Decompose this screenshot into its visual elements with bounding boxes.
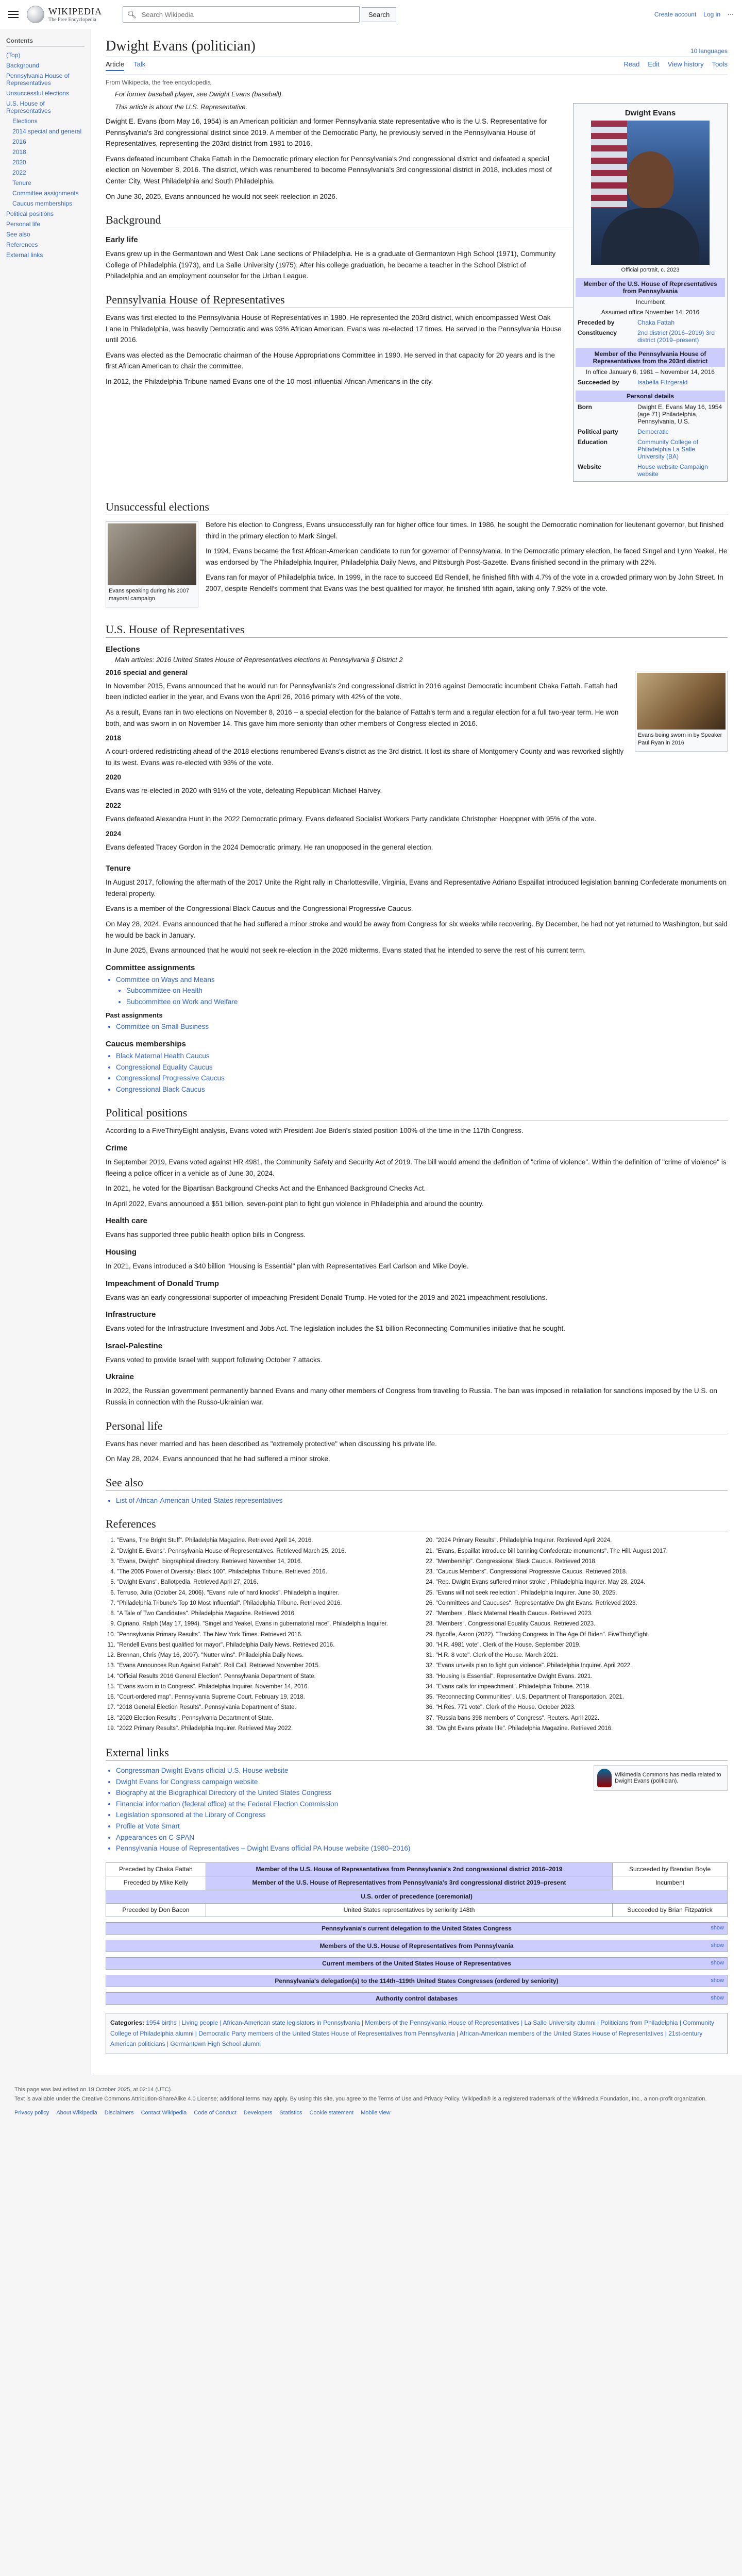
navbox [106, 1940, 728, 1952]
reference-item[interactable]: 24. "Rep. Dwight Evans suffered minor stroke". Philadelphia Inquirer. May 28, 2024. [436, 1578, 728, 1587]
personal-paragraph-1: Evans has never married and has been described as "extremely protective" when discussing his private life. [106, 1439, 437, 1448]
committee-item[interactable]: • Subcommittee on Health [126, 985, 728, 996]
footer-link[interactable]: Cookie statement [309, 2109, 354, 2116]
footer-link[interactable]: Disclaimers [104, 2109, 134, 2116]
caucus-item[interactable]: • Congressional Black Caucus [116, 1084, 728, 1095]
caucus-list [116, 1050, 728, 1095]
toc-item[interactable]: Political positions [6, 210, 54, 217]
infobox-office-1: Member of the U.S. House of Representatives from Pennsylvania [576, 278, 725, 297]
caucus-item[interactable]: • Congressional Progressive Caucus [116, 1073, 728, 1084]
committee-list [116, 974, 728, 1008]
constituency-label: Constituency [578, 329, 617, 336]
reference-item[interactable]: 18. "2020 Election Results". Pennsylvania Department of State. [117, 1714, 409, 1723]
section-ukraine: Ukraine [106, 1372, 134, 1382]
toc-item[interactable]: 2016 [12, 138, 26, 145]
unsuccessful-paragraph-2: In 1994, Evans became the first African-American candidate to run for governor of Pennsylvania. In the Democratic primary election, he faced Singel and Lynn Yeakel. He was endorsed by The Philadelphia Inquirer, Philadelphia Daily News, and Pittsburgh Post-Gazette. Evans finished second in the primary with 22%. [206, 547, 728, 566]
category-links [106, 2013, 728, 2054]
hatnote-2: This article is about the U.S. Representative. [115, 103, 248, 111]
swearing-in-photo[interactable] [635, 671, 728, 752]
reference-item[interactable]: 26. "Committees and Caucuses". Representative Dwight Evans. Retrieved 2023. [436, 1599, 728, 1608]
section-early-life: Early life [106, 235, 138, 245]
reference-item[interactable]: 33. "Housing is Essential". Representative Dwight Evans. 2021. [436, 1672, 728, 1681]
tab-article[interactable]: Article [106, 60, 124, 71]
website-value[interactable]: House website Campaign website [637, 463, 708, 478]
section-infrastructure: Infrastructure [106, 1310, 156, 1319]
create-account-link[interactable]: Create account [654, 11, 697, 18]
toc-item[interactable]: See also [6, 231, 30, 238]
external-link[interactable]: • Profile at Vote Smart [116, 1821, 728, 1832]
reference-item[interactable]: 35. "Reconnecting Communities". U.S. Department of Transportation. 2021. [436, 1693, 728, 1702]
navbox-title[interactable] [106, 1993, 727, 2004]
navbox-toggle[interactable]: show [711, 1995, 724, 2002]
pa-house-paragraph-1: Evans was first elected to the Pennsylvania House of Representatives in 1980. He represented the 203rd district, which encompassed West Oak Lane in Philadelphia, was heavily Democratic and was 93% African American. Evans was re-elected 17 times. He served in the Pennsylvania House until 2016. [106, 313, 562, 344]
toc-item[interactable]: Personal life [6, 221, 41, 228]
tenure-paragraph-4: In June 2025, Evans announced that he would not seek re-election in the 2026 midterms. Evans stated that he intended to serve the rest of his current term. [106, 946, 586, 955]
section-background: Background [106, 213, 728, 228]
section-health: Health care [106, 1216, 147, 1226]
campaign-photo-caption: Evans speaking during his 2007 mayoral campaign [109, 588, 189, 602]
reference-item[interactable]: 2. "Dwight E. Evans". Pennsylvania House of Representatives. Retrieved March 25, 2016. [117, 1547, 409, 1556]
tenure-paragraph-2: Evans is a member of the Congressional Black Caucus and the Congressional Progressive Caucus. [106, 905, 413, 913]
succession-office-2[interactable]: Member of the U.S. House of Representatives from Pennsylvania's 3rd congressional district 2019–present [206, 1876, 612, 1890]
reference-item[interactable]: 14. "Official Results 2016 General Election". Pennsylvania Department of State. [117, 1672, 409, 1681]
campaign-image [108, 523, 196, 585]
navbox-title-text: Current members of the United States House of Representatives [322, 1960, 511, 1968]
personal-details-band: Personal details [576, 391, 725, 402]
external-link[interactable]: • Pennsylvania House of Representatives – Dwight Evans official PA House website (1980–2016) [116, 1843, 728, 1854]
navbox-title-text: Authority control databases [375, 1995, 458, 2003]
section-2018: 2018 [106, 734, 122, 742]
navbox-title-text: Members of the U.S. House of Representatives from Pennsylvania [319, 1942, 514, 1950]
reference-item[interactable]: 27. "Members". Black Maternal Health Caucus. Retrieved 2023. [436, 1609, 728, 1618]
external-link[interactable]: • Appearances on C-SPAN [116, 1832, 728, 1843]
housing-paragraph: In 2021, Evans introduced a $40 billion "Housing is Essential" plan with Representatives Earl Carlson and Mike Doyle. [106, 1262, 469, 1270]
reference-item[interactable]: 34. "Evans calls for impeachment". Philadelphia Tribune. 2019. [436, 1683, 728, 1691]
commons-icon [597, 1769, 612, 1787]
impeachment-paragraph: Evans was an early congressional supporter of impeaching President Donald Trump. He voted for the 2019 and 2021 impeachment resolutions. [106, 1293, 547, 1301]
search-button[interactable]: Search [362, 7, 396, 22]
reference-item[interactable]: 15. "Evans sworn in to Congress". Philadelphia Inquirer. November 14, 2016. [117, 1683, 409, 1691]
logo-subtitle: The Free Encyclopedia [48, 17, 96, 23]
succession-preceded-2[interactable]: Preceded by Mike Kelly [106, 1876, 206, 1890]
section-unsuccessful-elections: Unsuccessful elections [106, 500, 728, 515]
section-political-positions: Political positions [106, 1106, 728, 1121]
see-also-item[interactable]: • List of African-American United States representatives [116, 1495, 728, 1506]
footer-link[interactable]: Code of Conduct [194, 2109, 237, 2116]
section-pa-house: Pennsylvania House of Representatives [106, 293, 728, 308]
committee-item[interactable]: • Committee on Ways and Means [116, 974, 728, 986]
toc-item[interactable]: (Top) [6, 52, 21, 59]
commons-box [594, 1765, 728, 1791]
external-link[interactable]: • Dwight Evans for Congress campaign website [116, 1776, 728, 1788]
precedence-band: U.S. order of precedence (ceremonial) [106, 1890, 728, 1903]
past-assignments-label: Past assignments [106, 1011, 163, 1020]
toc-item[interactable]: U.S. House of Representatives [6, 100, 51, 114]
commons-text[interactable]: Wikimedia Commons has media related to Dwight Evans (politician). [615, 1772, 721, 1785]
footer-link[interactable]: About Wikipedia [56, 2109, 97, 2116]
toc-item[interactable]: 2018 [12, 148, 26, 156]
page-tabs [106, 60, 728, 75]
reference-item[interactable]: 31. "H.R. 8 vote". Clerk of the House. March 2021. [436, 1651, 728, 1660]
toc-item[interactable]: External links [6, 251, 43, 259]
e2024-paragraph: Evans defeated Tracey Gordon in the 2024 Democratic primary. He ran unopposed in the general election. [106, 843, 433, 851]
login-link[interactable]: Log in [703, 11, 720, 18]
external-link[interactable]: • Biography at the Biographical Directory of the United States Congress [116, 1787, 728, 1799]
last-edited: This page was last edited on 19 October 2025, at 02:14 (UTC). [14, 2086, 173, 2093]
toc-item[interactable]: Unsuccessful elections [6, 90, 70, 97]
reference-item[interactable]: 38. "Dwight Evans private life". Philadelphia Magazine. Retrieved 2016. [436, 1724, 728, 1733]
section-elections: Elections [106, 645, 140, 654]
ukraine-paragraph: In 2022, the Russian government permanently banned Evans and many other members of Congress from traveling to Russia. The ban was imposed in retaliation for sanctions imposed by the U.S. on Russia in connection with the Russo-Ukrainian war. [106, 1387, 717, 1406]
past-committee-item[interactable]: • Committee on Small Business [116, 1021, 728, 1032]
search-input[interactable] [141, 10, 355, 19]
section-caucuses: Caucus memberships [106, 1040, 186, 1049]
crime-paragraph-1: In September 2019, Evans voted against HR 4981, the Community Safety and Security Act of 2019. The bill would amend the definition of "crime of violence". Within the definition of "crime of violence" is fleeing a police officer in a vehicle as of June 30, 2024. [106, 1158, 727, 1177]
section-us-house: U.S. House of Representatives [106, 623, 728, 638]
section-personal-life: Personal life [106, 1419, 728, 1434]
reference-item[interactable]: 22. "Membership". Congressional Black Caucus. Retrieved 2018. [436, 1557, 728, 1566]
swearing-in-caption: Evans being sworn in by Speaker Paul Ryan in 2016 [638, 732, 722, 747]
office-1-since: Assumed office November 14, 2016 [601, 309, 700, 316]
reference-item[interactable]: 28. "Members". Congressional Equality Caucus. Retrieved 2023. [436, 1620, 728, 1629]
tab-view-history[interactable]: View history [667, 60, 704, 68]
external-link[interactable]: • Legislation sponsored at the Library of Congress [116, 1809, 728, 1821]
navbox [106, 1975, 728, 1987]
born-label: Born [578, 403, 592, 411]
succession-incumbent: Incumbent [613, 1876, 728, 1890]
navbox-toggle[interactable]: show [711, 1925, 724, 1931]
committee-item[interactable]: • Subcommittee on Work and Welfare [126, 996, 728, 1008]
toc-item[interactable]: 2022 [12, 169, 26, 176]
language-selector[interactable]: 10 languages [690, 47, 728, 55]
navbox-title-text: Pennsylvania's current delegation to the United States Congress [322, 1925, 512, 1933]
constituency-value[interactable]: 2nd district (2016–2019) 3rd district (2019–present) [637, 329, 715, 344]
toc-title: Contents [6, 37, 85, 47]
navbox-toggle[interactable]: show [711, 1942, 724, 1949]
wikipedia-logo[interactable] [27, 6, 102, 23]
tenure-paragraph-3: On May 28, 2024, Evans announced that he had suffered a minor stroke and would be away from Congress for six weeks while recovering. By December, he had not yet returned to Washington, but said he would be back in January. [106, 920, 728, 939]
e2022-paragraph: Evans defeated Alexandra Hunt in the 2022 Democratic primary. Evans defeated Socialist Workers Party candidate Christopher Hoeppner with 95% of the vote. [106, 815, 597, 823]
section-2024: 2024 [106, 829, 122, 838]
pa-house-paragraph-2: Evans was elected as the Democratic chairman of the House Appropriations Committee in 1990. He served in that capacity for 20 years and is the first African American to chair the committee. [106, 351, 555, 370]
reference-item[interactable]: 7. "Philadelphia Tribune's Top 10 Most Influential". Philadelphia Tribune. Retrieved 2016. [117, 1599, 409, 1608]
party-value[interactable]: Democratic [637, 428, 669, 435]
reference-item[interactable]: 37. "Russia bans 398 members of Congress". Reuters. April 2022. [436, 1714, 728, 1723]
reference-item[interactable]: 11. "Rendell Evans best qualified for mayor". Philadelphia Daily News. Retrieved 2016. [117, 1641, 409, 1650]
reference-item[interactable]: 17. "2018 General Election Results". Pennsylvania Department of State. [117, 1703, 409, 1712]
external-link[interactable]: • Congressman Dwight Evans official U.S. House website [116, 1765, 728, 1776]
infrastructure-paragraph: Evans voted for the Infrastructure Investment and Jobs Act. The legislation includes the $1 billion Reconnecting Communities initiative that he sought. [106, 1325, 566, 1333]
reference-item[interactable]: 5. "Dwight Evans". Ballotpedia. Retrieved April 27, 2016. [117, 1578, 409, 1587]
reference-item[interactable]: 30. "H.R. 4981 vote". Clerk of the House. September 2019. [436, 1641, 728, 1650]
infobox-title: Dwight Evans [625, 109, 676, 117]
section-housing: Housing [106, 1248, 137, 1257]
section-2016: 2016 special and general [106, 668, 188, 676]
reference-item[interactable]: 8. "A Tale of Two Candidates". Philadelphia Magazine. Retrieved 2016. [117, 1609, 409, 1618]
succession-preceded-1[interactable]: Preceded by Chaka Fattah [106, 1862, 206, 1876]
preceded-by-value[interactable]: Chaka Fattah [637, 319, 675, 326]
globe-icon [27, 6, 44, 23]
license-text: Text is available under the Creative Commons Attribution-ShareAlike 4.0 License; additional terms may apply. By using this site, you agree to the Terms of Use and Privacy Policy. Wikipedia® is a registered trademark of the Wikimedia Foundation, Inc., a non-profit organization. [14, 2096, 707, 2103]
page-footer [0, 2075, 742, 2128]
navbox-title[interactable] [106, 1940, 727, 1952]
toc-item[interactable]: Pennsylvania House of Representatives [6, 72, 70, 87]
section-references: References [106, 1517, 728, 1532]
page-title: Dwight Evans (politician) [106, 38, 256, 54]
footer-link[interactable]: Mobile view [361, 2109, 391, 2116]
pa-house-paragraph-3: In 2012, the Philadelphia Tribune named Evans one of the 10 most influential African Americans in the city. [106, 377, 433, 385]
references-list [106, 1536, 728, 1735]
lead-paragraph-2: Evans defeated incumbent Chaka Fattah in the Democratic primary election for Pennsylvania's 2nd congressional district and defeated a special election on November 8, 2016. The district, which was renumbered to become Pennsylvania's 3rd congressional district in 2018, includes most of Center City, West Philadelphia and South Philadelphia. [106, 155, 552, 185]
navbox-title[interactable] [106, 1975, 727, 1987]
crime-paragraph-2: In 2021, he voted for the Bipartisan Background Checks Act and the Enhanced Background Checks Act. [106, 1184, 426, 1193]
succession-office-3[interactable]: United States representatives by seniority 148th [206, 1904, 612, 1917]
reference-item[interactable]: 21. "Evans, Espaillat introduce bill banning Confederate monuments". The Hill. August 2017. [436, 1547, 728, 1556]
toc-item[interactable]: Committee assignments [12, 190, 79, 197]
succession-box [106, 1862, 728, 1918]
section-impeachment: Impeachment of Donald Trump [106, 1279, 220, 1288]
tab-read[interactable]: Read [623, 60, 640, 68]
reference-item[interactable]: 19. "2022 Primary Results". Philadelphia Inquirer. Retrieved May 2022. [117, 1724, 409, 1733]
article-content [91, 29, 742, 2075]
navbox [106, 1922, 728, 1935]
navboxes [106, 1922, 728, 2005]
portrait-head [627, 151, 673, 208]
succession-succeeded-3[interactable]: Succeeded by Brian Fitzpatrick [613, 1904, 728, 1917]
navbox-toggle[interactable]: show [711, 1960, 724, 1967]
succession-office-1[interactable]: Member of the U.S. House of Representatives from Pennsylvania's 2nd congressional district 2016–2019 [206, 1862, 612, 1876]
portrait-body [601, 208, 699, 265]
personal-paragraph-2: On May 28, 2024, Evans announced that he had suffered a minor stroke. [106, 1455, 330, 1463]
tab-edit[interactable]: Edit [648, 60, 660, 68]
section-crime: Crime [106, 1144, 128, 1153]
toc-list [6, 50, 85, 260]
succeeded-by-label: Succeeded by [578, 379, 619, 386]
website-label: Website [578, 463, 601, 470]
political-intro: According to a FiveThirtyEight analysis, Evans voted with President Joe Biden's stated position 100% of the time in the 117th Congress. [106, 1127, 524, 1135]
more-options-icon[interactable]: ⋯ [728, 11, 734, 18]
israel-paragraph: Evans voted to provide Israel with support following October 7 attacks. [106, 1355, 323, 1364]
section-israel-palestine: Israel-Palestine [106, 1341, 163, 1350]
site-sub: From Wikipedia, the free encyclopedia [106, 79, 211, 86]
section-tenure: Tenure [106, 864, 131, 873]
education-value[interactable]: Community College of Philadelphia La Salle University (BA) [637, 438, 699, 460]
navbox-title-text: Pennsylvania's delegation(s) to the 114th–119th United States Congresses (ordered by seniority) [275, 1977, 559, 1985]
reference-item[interactable]: 9. Cipriano, Ralph (May 17, 1994). "Singel and Yeakel, Evans in gubernatorial race". Philadelphia Inquirer. [117, 1620, 409, 1629]
navbox [106, 1992, 728, 2005]
navbox-toggle[interactable]: show [711, 1977, 724, 1984]
search-box [123, 6, 360, 23]
tenure-paragraph-1: In August 2017, following the aftermath of the 2017 Unite the Right rally in Charlottesville, Virginia, Evans and Representative Adriano Espaillat introduced legislation banning Confederate monuments on federal property. [106, 878, 727, 897]
see-also-list [116, 1495, 728, 1506]
born-value: Dwight E. Evans May 16, 1954 (age 71) Philadelphia, Pennsylvania, U.S. [637, 403, 722, 425]
external-link[interactable]: • Financial information (federal office) at the Federal Election Commission [116, 1799, 728, 1810]
e2016-paragraph-2: As a result, Evans ran in two elections on November 8, 2016 – a special election for the balance of Fattah's term and a regular election for a full two-year term. He won both, and was sworn in on November 14. This gave him more seniority than other members of Congress elected in 2016. [106, 708, 619, 727]
preceded-by-label: Preceded by [578, 319, 615, 326]
toc-item[interactable]: Background [6, 62, 40, 69]
reference-item[interactable]: 10. "Pennsylvania Primary Results". The New York Times. Retrieved 2016. [117, 1631, 409, 1639]
toc-item[interactable]: 2020 [12, 159, 26, 166]
succession-preceded-3[interactable]: Preceded by Don Bacon [106, 1904, 206, 1917]
toc-item[interactable]: References [6, 241, 38, 248]
section-2020: 2020 [106, 773, 122, 782]
reference-item[interactable]: 23. "Caucus Members". Congressional Progressive Caucus. Retrieved 2018. [436, 1568, 728, 1577]
caucus-item[interactable]: • Congressional Equality Caucus [116, 1062, 728, 1073]
reference-item[interactable]: 16. "Court-ordered map". Pennsylvania Supreme Court. February 19, 2018. [117, 1693, 409, 1702]
portrait-caption: Official portrait, c. 2023 [621, 267, 680, 273]
categories-list[interactable]: 1954 births | Living people | African-American state legislators in Pennsylvania | Members of the Pennsylvania House of Representatives | La Salle University alumni | Politicians from Philadelphia | Community College of Philadelphia alumni | Democratic Party members of the United States House of Representatives from Pennsylvania | African-American members of the United States House of Representatives | 21st-century American politicians | Germantown High School alumni [110, 2019, 714, 2048]
top-bar [0, 0, 742, 29]
office-2-term: In office January 6, 1981 – November 14, 2016 [586, 368, 715, 376]
reference-item[interactable]: 29. Bycoffe, Aaron (2022). "Tracking Congress In The Age Of Biden". FiveThirtyEight. [436, 1631, 728, 1639]
e2018-paragraph: A court-ordered redistricting ahead of the 2018 elections renumbered Evans's district as the 3rd district. It lost its share of Montgomery County and was reworked slightly to its west. Evans was re-elected with 93% of the vote. [106, 748, 624, 767]
education-label: Education [578, 438, 608, 446]
reference-item[interactable]: 25. "Evans will not seek reelection". Philadelphia Inquirer. June 30, 2025. [436, 1589, 728, 1598]
personal-tools [654, 11, 734, 18]
search-icon: 🔍︎ [127, 10, 137, 19]
party-label: Political party [578, 428, 618, 435]
reference-item[interactable]: 32. "Evans unveils plan to fight gun violence". Philadelphia Inquirer. April 2022. [436, 1662, 728, 1670]
infobox [573, 103, 728, 482]
tab-tools[interactable]: Tools [712, 60, 728, 68]
unsuccessful-paragraph-1: Before his election to Congress, Evans unsuccessfully ran for higher office four times. In 1986, he sought the Democratic nomination for lieutenant governor, but finished third in the primary election to Mark Singel. [206, 521, 724, 540]
section-see-also: See also [106, 1476, 728, 1491]
lead-paragraph-1: Dwight E. Evans (born May 16, 1954) is an American politician and former Pennsylvania state representative who is the U.S. Representative for Pennsylvania's 3rd congressional district since 2019. A member of the Democratic Party, he previously served in the Pennsylvania House of Representatives, representing the 203rd district from 1981 to 2016. [106, 117, 547, 148]
incumbent-label: Incumbent [635, 298, 665, 306]
navbox-title[interactable] [106, 1923, 727, 1934]
portrait-image[interactable] [591, 121, 710, 265]
health-paragraph: Evans has supported three public health option bills in Congress. [106, 1231, 306, 1239]
table-of-contents [0, 29, 91, 2075]
footer-link[interactable]: Developers [243, 2109, 273, 2116]
tab-talk[interactable]: Talk [133, 60, 146, 68]
reference-item[interactable]: 20. "2024 Primary Results". Philadelphia Inquirer. Retrieved April 2024. [436, 1536, 728, 1545]
toc-item[interactable]: Caucus memberships [12, 200, 73, 207]
section-committees: Committee assignments [106, 963, 195, 972]
toc-item[interactable]: Elections [12, 117, 38, 125]
navbox-title[interactable] [106, 1958, 727, 1969]
reference-item[interactable]: 13. "Evans Announces Run Against Fattah". Roll Call. Retrieved November 2015. [117, 1662, 409, 1670]
reference-item[interactable]: 6. Terruso, Julia (October 24, 2006). "Evans' rule of hard knocks". Philadelphia Inquirer. [117, 1589, 409, 1598]
unsuccessful-paragraph-3: Evans ran for mayor of Philadelphia twice. In 1999, in the race to succeed Ed Rendell, he finished fifth with 4.7% of the vote in a crowded primary won by John Street. In 2007, despite Rendell's comment that Evans was the best qualified for mayor, he finished fifth again, taking only 7.92% of the vote. [206, 573, 723, 592]
past-committee-list [116, 1021, 728, 1032]
reference-item[interactable]: 36. "H.Res. 771 vote". Clerk of the House. October 2023. [436, 1703, 728, 1712]
e2016-paragraph-1: In November 2015, Evans announced that he would run for Pennsylvania's 2nd congressional district in 2016 against Democratic incumbent Chaka Fattah. Fattah had been indicted earlier in the year, and Evans won the April 26, 2016 primary with 42% of the vote. [106, 682, 618, 701]
e2020-paragraph: Evans was re-elected in 2020 with 91% of the vote, defeating Republican Michael Harvey. [106, 787, 382, 795]
campaign-photo[interactable] [106, 521, 198, 607]
section-external-links: External links [106, 1746, 728, 1761]
footer-links [14, 2108, 728, 2118]
swearing-in-image [637, 673, 726, 730]
main-menu-icon[interactable] [8, 11, 19, 18]
section-2022: 2022 [106, 801, 122, 809]
reference-item[interactable]: 1. "Evans, The Bright Stuff". Philadelphia Magazine. Retrieved April 14, 2016. [117, 1536, 409, 1545]
toc-item[interactable]: 2014 special and general [12, 128, 82, 135]
early-life-paragraph: Evans grew up in the Germantown and West Oak Lane sections of Philadelphia. He is a graduate of Germantown High School (1971), Community College of Philadelphia (1973), and La Salle University (1975). After his college graduation, he became a teacher in the School District of Philadelphia and an employment counselor for the Urban League. [106, 250, 556, 280]
navbox [106, 1957, 728, 1970]
footer-link[interactable]: Privacy policy [14, 2109, 49, 2116]
reference-item[interactable]: 3. "Evans, Dwight". biographical directory. Retrieved November 14, 2016. [117, 1557, 409, 1566]
lead-paragraph-3: On June 30, 2025, Evans announced he would not seek reelection in 2026. [106, 192, 338, 200]
hatnote: For former baseball player, see Dwight Evans (baseball). [115, 90, 283, 98]
flag-backdrop [591, 121, 627, 208]
toc-item[interactable]: Tenure [12, 179, 31, 187]
reference-item[interactable]: 4. "The 2005 Power of Diversity: Black 100". Philadelphia Tribune. Retrieved 2016. [117, 1568, 409, 1577]
crime-paragraph-3: In April 2022, Evans announced a $51 billion, seven-point plan to fight gun violence in Philadelphia and around the country. [106, 1199, 484, 1208]
infobox-office-2: Member of the Pennsylvania House of Representatives from the 203rd district [576, 348, 725, 367]
caucus-item[interactable]: • Black Maternal Health Caucus [116, 1050, 728, 1062]
categories-label: Categories: [110, 2019, 145, 2027]
succeeded-by-value[interactable]: Isabella Fitzgerald [637, 379, 688, 386]
succession-succeeded-1[interactable]: Succeeded by Brendan Boyle [613, 1862, 728, 1876]
logo-title: WIKIPEDIA [48, 6, 102, 16]
elections-main-article[interactable]: Main articles: 2016 United States House of Representatives elections in Pennsylvania § District 2 [115, 655, 403, 664]
reference-item[interactable]: 12. Brennan, Chris (May 16, 2007). "Nutter wins". Philadelphia Daily News. [117, 1651, 409, 1660]
footer-link[interactable]: Contact Wikipedia [141, 2109, 187, 2116]
footer-link[interactable]: Statistics [279, 2109, 302, 2116]
